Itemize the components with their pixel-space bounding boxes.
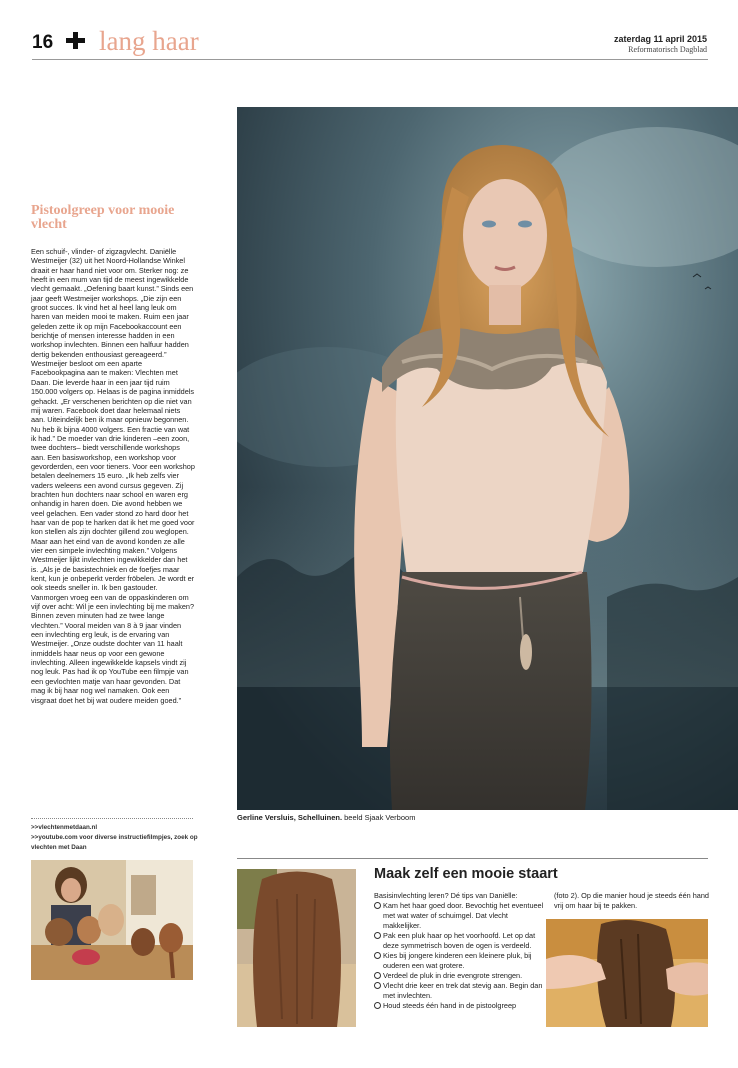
tip-item: Verdeel de pluk in drie evengrote strengen. [374, 971, 546, 981]
main-portrait-photo [237, 107, 738, 810]
edition-date: zaterdag 11 april 2015 [613, 34, 707, 44]
caption-credit: beeld Sjaak Verboom [344, 813, 416, 822]
tips-intro: Basisinvlechting leren? Dé tips van Daniëlle: [374, 891, 518, 900]
bullet-icon [374, 952, 381, 959]
links-divider [31, 818, 193, 819]
box-divider [237, 858, 708, 859]
photo-caption [237, 813, 415, 822]
article-text: Een schuif-, vlinder- of zigzagvlecht. Daniëlle Westmeijer (32) uit het Noord-Hollandse Winkel draait er haar hand niet voor om. Sterker nog: ze heeft in een mum van tijd de meest ingewikkelde vlecht gemaakt. „Oefening baart kunst.” Sinds een jaar geeft Westmeijer workshops. „Die zijn een groot succes. Ik vind het al heel lang leuk om haren van meiden mooi te maken. Ruim een jaar geleden zette ik op mijn Facebookaccount een berichtje of mensen interesse hadden in een workshop invlechten. Binnen een halfuur hadden dertig bekenden enthousiast gereageerd.” Westmeijer besloot om een aparte Facebookpagina aan te maken: Vlechten met Daan. Die leverde haar in een jaar tijd ruim 150.000 volgers op. Helaas is de pagina inmiddels gehackt. „Er verschenen berichten op die niet van mij waren. Facebook doet daar helemaal niets aan. Uiteindelijk ben ik maar opnieuw begonnen. Nu heb ik bijna 4000 volgers. Een fractie van wat ik had.” De moeder van drie kinderen –een zoon, twee dochters– biedt verschillende workshops aan. Een basisworkshop, een workshop voor gevorderden, een voor tieners. Voor een workshop betalen deelnemers 15 euro. „Ik heb zelfs vier vaders weleens een avond cursus gegeven. Zij brachten hun dochters naar school en waren erg onhandig in haren doen. Die avond hebben we veel gelachen. Een vader stond zo hard door het haar van de pop te harken dat ik het me goed voor kon stellen als zijn dochter gillend zou weglopen. Maar aan het eind van de avond konden ze alle vier een simpele invlechting maken.” Volgens Westmeijer lijkt invlechten ingewikkelder dan het is. „Als je de basistechniek en de foefjes maar kent, kun je onbeperkt verder fröbelen. Je wordt er ook steeds sneller in. Ik ben gastouder. Vanmorgen vroeg een van de oppaskinderen om vijf over acht: Wil je een invlechting bij me maken? Binnen zeven minuten had ze twee lange vlechten.” Vooral meiden van 8 à 9 jaar vinden een invlechting erg leuk, is de ervaring van Westmeijer. „Onze oudste dochter van 11 haalt inmiddels haar neus op voor een gewone invlechting. Alleen ingewikkelde kapsels vindt zij nog leuk. Pas had ik op YouTube een filmpje van een gevlochten matje van haar gevonden. Dat mag ik bij haar nog wel namaken. Ook een visgraat doet het bij wat oudere meiden goed.” [31, 247, 195, 705]
header-divider [32, 59, 708, 60]
related-links [31, 823, 201, 853]
bullet-icon [374, 1002, 381, 1009]
braiding-hands-photo [546, 919, 708, 1027]
page-number: 16 [32, 32, 54, 53]
tip-item: Houd steeds één hand in de pistoolgreep [374, 1001, 546, 1011]
bullet-icon [374, 982, 381, 989]
tip-item: Pak een pluk haar op het voorhoofd. Let op dat deze symmetrisch boven de ogen is verdeeld. [374, 931, 546, 951]
workshop-photo [31, 860, 193, 980]
tip-item: Kies bij jongere kinderen een kleinere pluk, bij ouderen een wat grotere. [374, 951, 546, 971]
bullet-icon [374, 902, 381, 909]
link-youtube[interactable]: >>youtube.com voor diverse instructiefilmpjes, zoek op vlechten met Daan [31, 834, 198, 851]
tip-item: Vlecht drie keer en trek dat stevig aan. Begin dan met invlechten. [374, 981, 546, 1001]
bullet-icon [374, 932, 381, 939]
plus-icon [66, 28, 86, 52]
hair-back-photo [237, 869, 356, 1027]
tips-list [374, 901, 546, 1011]
box-title: Maak zelf een mooie staart [374, 866, 558, 882]
link-vlechtenmetdaan[interactable]: >>vlechtenmetdaan.nl [31, 824, 98, 831]
section-title: lang haar [99, 26, 199, 56]
tips-continued: (foto 2). Op die manier houd je steeds één hand vrij om haar bij te pakken. [554, 891, 709, 910]
caption-subject: Gerline Versluis, Schelluinen. [237, 813, 343, 822]
tip-item: Kam het haar goed door. Bevochtig het eventueel met wat water of schuimgel. Dat vlecht makkelijker. [374, 901, 546, 931]
bullet-icon [374, 972, 381, 979]
publication-name: Reformatorisch Dagblad [628, 45, 707, 54]
article-title: Pistoolgreep voor mooie vlecht [31, 203, 175, 232]
article-body [31, 247, 195, 705]
